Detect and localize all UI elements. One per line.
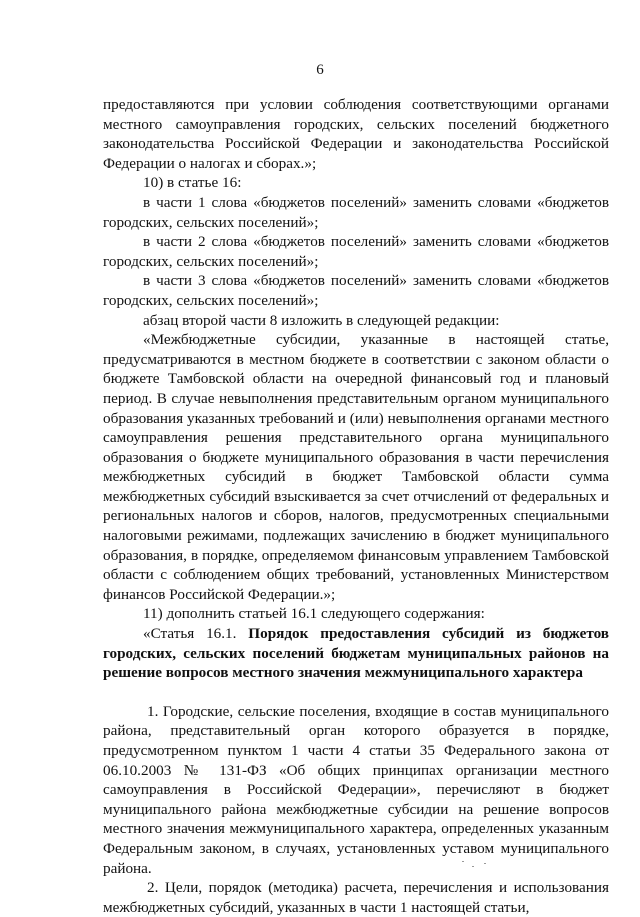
quoted-paragraph: «Межбюджетные субсидии, указанные в настоящей статье, предусматриваются в местном бюджете в соответствии с законом области о бюджете Тамбовской области на очередной финансовый год и плановый период. В случае невыполнения представительным органом муниципального образования указанных требований и (или) невыполнения органами местного самоуправления решения представительного органа муниципального образования о бюджете муниципального образования в части перечисления межбюджетных субсидий в бюджет Тамбовской области сумма межбюджетных субсидий взыскивается за счет отчислений от федеральных и региональных налогов и сборов, налогов, предусмотренных специальными налоговыми режимами, подлежащих зачислению в бюджет муниципального образования, в порядке, определяемом финансовым управлением Тамбовской области с соблюдением общих требований, установленных Министерством финансов Российской Федерации.»;: [103, 331, 609, 603]
article-point: 2. Цели, порядок (методика) расчета, перечисления и использования межбюджетных субсидий, указанных в части 1 настоящей статьи,: [103, 879, 609, 916]
scan-speck: [472, 866, 474, 867]
document-body: [103, 95, 609, 917]
article-title: Порядок предоставления субсидий из бюджетов городских, сельских поселений бюджетам муниципальных районов на решение вопросов местного значения межмуниципального характера: [103, 625, 610, 682]
amendment-item: 11) дополнить статьей 16.1 следующего содержания:: [143, 605, 485, 623]
article-prefix: «Статья 16.1.: [143, 625, 249, 643]
article-point: 1. Городские, сельские поселения, входящие в состав муниципального района, представительный орган которого образуется в порядке, предусмотренном пунктом 1 части 4 статьи 35 Федерального закона от 06.10.2003 № 131-ФЗ «Об общих принципах организации местного самоуправления в Российской Федерации», перечисляют в бюджет муниципального района межбюджетные субсидии на решение вопросов местного значения межмуниципального характера, определенных указанным Федеральным законом, в случаях, установленных уставом муниципального района.: [103, 702, 609, 877]
scan-speck: [484, 863, 486, 864]
paragraph: в части 2 слова «бюджетов поселений» заменить словами «бюджетов городских, сельских поселений»;: [103, 233, 609, 270]
paragraph: в части 3 слова «бюджетов поселений» заменить словами «бюджетов городских, сельских поселений»;: [103, 272, 609, 309]
amendment-item: 10) в статье 16:: [143, 174, 242, 192]
article-heading: [103, 624, 609, 683]
paragraph: абзац второй части 8 изложить в следующей редакции:: [143, 311, 500, 329]
spacer: [103, 683, 609, 702]
paragraph: предоставляются при условии соблюдения соответствующими органами местного самоуправления городских, сельских поселений бюджетного законодательства Российской Федерации и законодательства Российской Федерации о налогах и сборах.»;: [103, 96, 609, 172]
paragraph: в части 1 слова «бюджетов поселений» заменить словами «бюджетов городских, сельских поселений»;: [103, 193, 609, 231]
page-number: 6: [316, 62, 324, 78]
scan-speck: [462, 861, 464, 862]
